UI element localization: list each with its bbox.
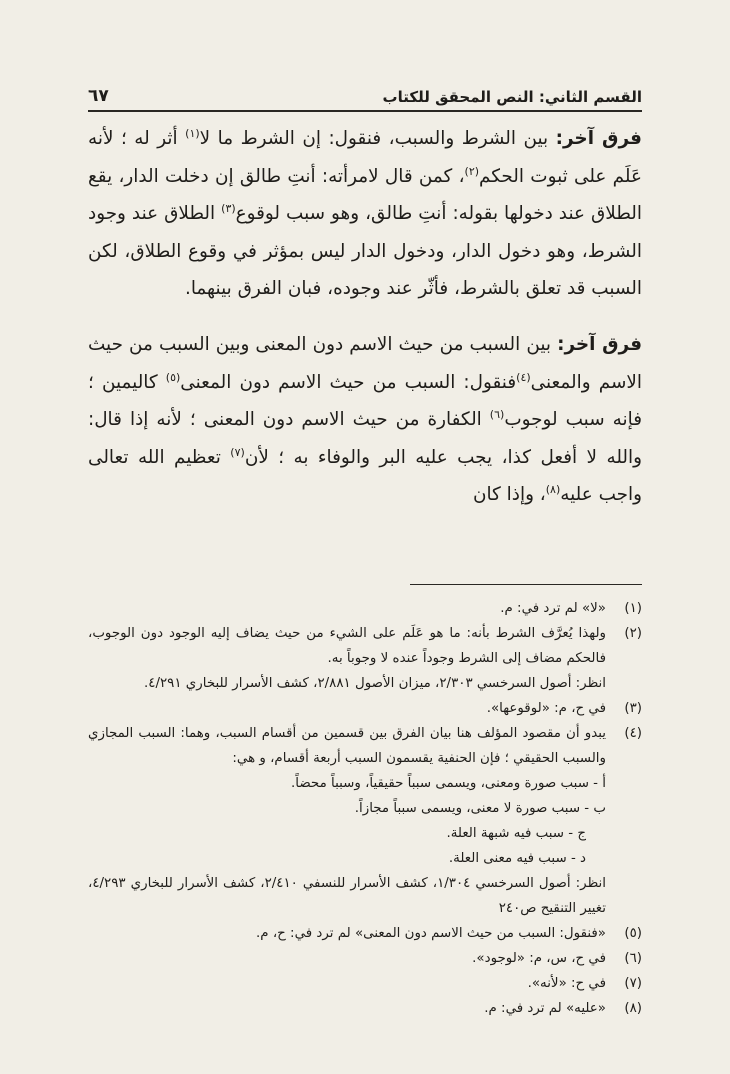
footnote-text: يبدو أن مقصود المؤلف هنا بيان الفرق بين قسمين من أقسام السبب، وهما: السبب المجازي والسبب الحقيقي ؛ فإن الحنفية يقسمون السبب أربعة أقسام، و هي: [88, 726, 606, 766]
footnotes [88, 596, 642, 1021]
footnote-ref: (٨) [545, 483, 561, 497]
footnote-2 [88, 621, 642, 671]
paragraph-lead: فرق آخر: [555, 128, 642, 149]
footnote-ref: (٤) [516, 370, 531, 384]
footnote-8 [88, 996, 642, 1021]
text-segment: بين الشرط والسبب، فنقول: إن الشرط ما لا [199, 128, 556, 149]
footnote-ref: (٣) [221, 202, 236, 216]
footnote-7 [88, 971, 642, 996]
footnote-separator [410, 584, 642, 585]
footnote-text: في ح، س، م: «لوجود». [472, 951, 606, 966]
footnote-text: «عليه» لم ترد في: م. [484, 1001, 606, 1016]
footnote-list-item: أ - سبب صورة ومعنى، ويسمى سبباً حقيقياً، وسبباً محضاً. [290, 776, 606, 791]
footnote-text: ولهذا يُعرَّف الشرط بأنه: ما هو عَلَم على الشيء من حيث يضاف إليه الوجود دون الوجوب، فالحكم مضاف إلى الشرط وجوداً عنده لا وجوباً به. [88, 626, 606, 666]
footnote-ref: (٢) [464, 164, 480, 178]
footnote-text: في ح: «لأنه». [527, 976, 606, 991]
text-segment: الطلاق عند وجود الشرط، وهو دخول الدار، ودخول الدار ليس بمؤثر في وقوع الطلاق، لكن السبب قد تعلق بالشرط، فأثّر عند وجوده، فبان الفرق بينهما. [88, 203, 642, 300]
paragraph-lead: فرق آخر: [557, 333, 643, 355]
running-header [88, 82, 642, 112]
page-number: ٦٧ [88, 86, 109, 106]
paragraph-2 [88, 326, 642, 514]
footnote-number: (٥) [624, 926, 642, 941]
footnote-ref: (١) [185, 126, 200, 140]
footnote-4 [88, 721, 642, 771]
footnote-list-item: ب - سبب صورة لا معنى، ويسمى سبباً مجازاً. [354, 801, 606, 816]
text-segment: فنقول: السبب من حيث الاسم دون المعنى [180, 371, 517, 393]
footnote-reference: انظر: أصول السرخسي ١/٣٠٤، كشف الأسرار للنسفي ٢/٤١٠، كشف الأسرار للبخاري ٤/٢٩٣، تغيير التنقيح ص٢٤٠ [88, 876, 606, 916]
footnote-text: «فنقول: السبب من حيث الاسم دون المعنى» لم ترد في: ح، م. [256, 926, 606, 941]
main-text [88, 120, 642, 532]
footnote-text: «لا» لم ترد في: م. [500, 601, 606, 616]
text-segment: الكفارة من حيث الاسم دون المعنى ؛ لأنه إذا قال: والله لا أفعل كذا، يجب عليه البر والوفاء به ؛ لأن [88, 409, 643, 468]
footnote-number: (٦) [624, 951, 642, 966]
section-title: القسم الثاني: النص المحقق للكتاب [382, 88, 642, 106]
paragraph-1 [88, 120, 642, 308]
footnote-reference: انظر: أصول السرخسي ٢/٣٠٣، ميزان الأصول ٢/٨٨١، كشف الأسرار للبخاري ٤/٢٩١. [143, 676, 606, 691]
text-segment: ، كمن قال لامرأته: أنتِ طالق إن دخلت الدار، يقع الطلاق عند دخولها بقوله: أنتِ طالق، وهو سبب لوقوع [88, 165, 642, 225]
footnote-5 [88, 921, 642, 946]
text-segment: تعظيم الله تعالى واجب عليه [88, 446, 642, 506]
footnote-ref: (٧) [230, 445, 245, 459]
footnote-1 [88, 596, 642, 621]
text-segment: كاليمين ؛ فإنه سبب لوجوب [88, 371, 643, 431]
text-segment: أثر له ؛ لأنه عَلَم على ثبوت الحكم [88, 128, 642, 187]
footnote-ref: (٥) [165, 370, 181, 384]
footnote-number: (٨) [624, 1001, 642, 1016]
text-segment: ، وإذا كان [472, 484, 546, 506]
footnote-list-item: ج - سبب فيه شبهة العلة. [446, 826, 586, 841]
footnote-ref: (٦) [489, 408, 505, 422]
text-segment: بين السبب من حيث الاسم دون المعنى وبين السبب من حيث الاسم والمعنى [88, 333, 642, 393]
footnote-number: (١) [624, 601, 642, 616]
footnote-text: في ح، م: «لوقوعها». [486, 701, 606, 716]
footnote-6 [88, 946, 642, 971]
footnote-number: (٢) [624, 626, 642, 641]
footnote-list-item: د - سبب فيه معنى العلة. [448, 851, 586, 866]
footnote-number: (٤) [624, 726, 642, 741]
footnote-3 [88, 696, 642, 721]
footnote-number: (٧) [624, 976, 642, 991]
footnote-number: (٣) [624, 701, 642, 716]
